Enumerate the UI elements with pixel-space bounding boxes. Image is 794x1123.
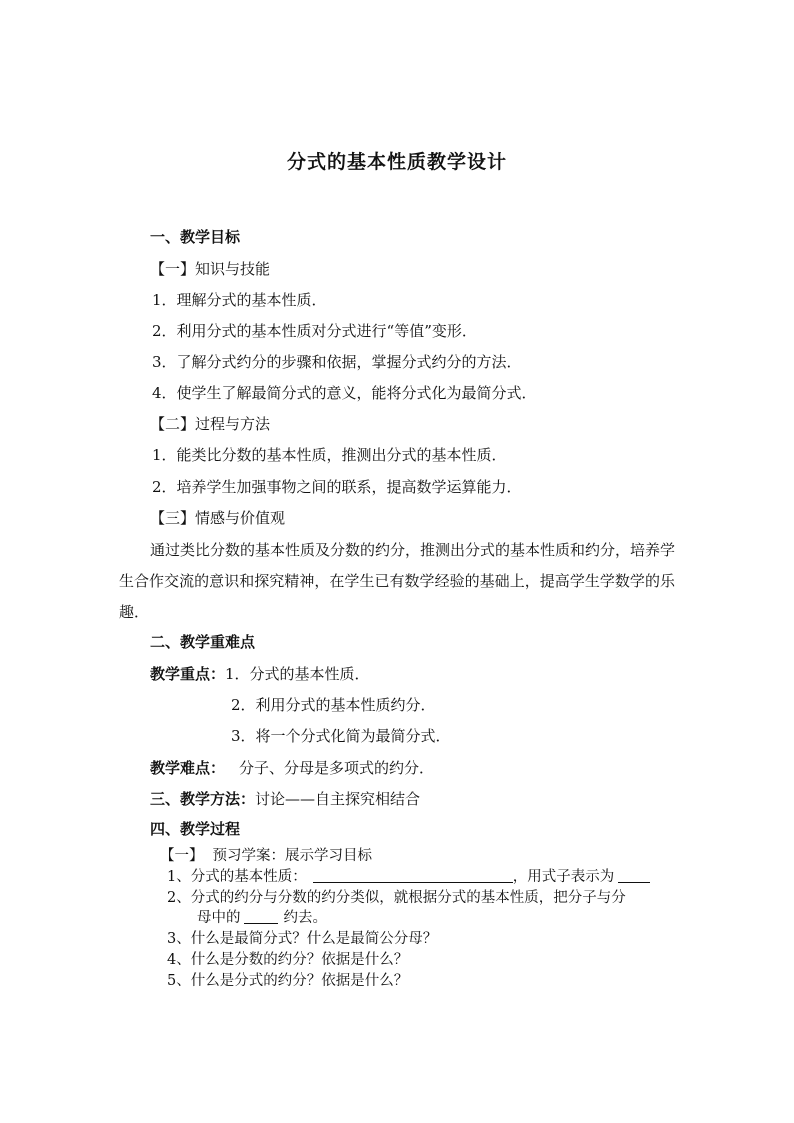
question-3: 3、什么是最简分式？什么是最简公分母？ <box>167 931 438 947</box>
question-4: 4、什么是分数的约分？依据是什么？ <box>167 952 409 968</box>
list-item: 1．能类比分数的基本性质，推测出分式的基本性质． <box>152 446 507 464</box>
subsection-knowledge-label: 【一】知识与技能 <box>150 260 271 278</box>
section-heading-key-points: 二、教学重难点 <box>150 633 256 651</box>
attitude-paragraph: 通过类比分数的基本性质及分数的约分，推测出分式的基本性质和约分，培养学生合作交流的意识和探究精神，在学生已有数学经验的基础上，提高学生学数学的乐趣． <box>119 541 676 621</box>
methods-row <box>150 789 420 809</box>
question-1-text-b: ，用式子表示为 <box>512 869 615 885</box>
list-item: 2．利用分式的基本性质约分． <box>231 696 436 714</box>
difficulty-label: 教学难点： <box>150 759 226 777</box>
question-1 <box>167 867 650 887</box>
subsection-attitude-label: 【三】情感与价值观 <box>150 509 286 527</box>
preview-plan-label: 【一】 <box>160 848 204 864</box>
list-item: 1．理解分式的基本性质． <box>152 291 327 309</box>
answer-blank[interactable] <box>244 909 278 924</box>
methods-text: 讨论——自主探究相结合 <box>255 790 421 808</box>
preview-plan-text: 预习学案：展示学习目标 <box>212 848 372 864</box>
list-item: 2．利用分式的基本性质对分式进行“等值”变形． <box>152 322 477 340</box>
document-title: 分式的基本性质教学设计 <box>286 151 507 173</box>
question-2-line-2 <box>197 908 327 928</box>
key-points-label: 教学重点： <box>150 665 226 683</box>
section-heading-methods: 三、教学方法： <box>150 790 256 808</box>
question-2-text-b: 约去。 <box>283 910 327 926</box>
answer-blank[interactable] <box>618 868 650 883</box>
difficulty-text: 分子、分母是多项式的约分． <box>239 759 435 777</box>
question-5: 5、什么是分式的约分？依据是什么？ <box>167 973 409 989</box>
answer-blank[interactable] <box>313 868 513 883</box>
subsection-process-label: 【二】过程与方法 <box>150 415 271 433</box>
question-2-text: 母中的 <box>197 910 241 926</box>
question-2-line-1: 2、分式的约分与分数的约分类似，就根据分式的基本性质，把分子与分 <box>167 890 626 906</box>
key-points-row <box>150 664 370 684</box>
list-item: 1．分式的基本性质． <box>225 665 370 683</box>
list-item: 2．培养学生加强事物之间的联系，提高数学运算能力． <box>152 478 522 496</box>
section-heading-objectives: 一、教学目标 <box>150 228 241 246</box>
preview-plan-row <box>160 846 372 866</box>
list-item: 4．使学生了解最简分式的意义，能将分式化为最简分式． <box>152 384 537 402</box>
section-heading-process: 四、教学过程 <box>150 820 241 838</box>
question-1-text: 1、分式的基本性质： <box>167 869 307 885</box>
list-item: 3．了解分式约分的步骤和依据，掌握分式约分的方法． <box>152 353 522 371</box>
list-item: 3．将一个分式化简为最简分式． <box>231 727 451 745</box>
difficulty-row <box>150 758 434 778</box>
